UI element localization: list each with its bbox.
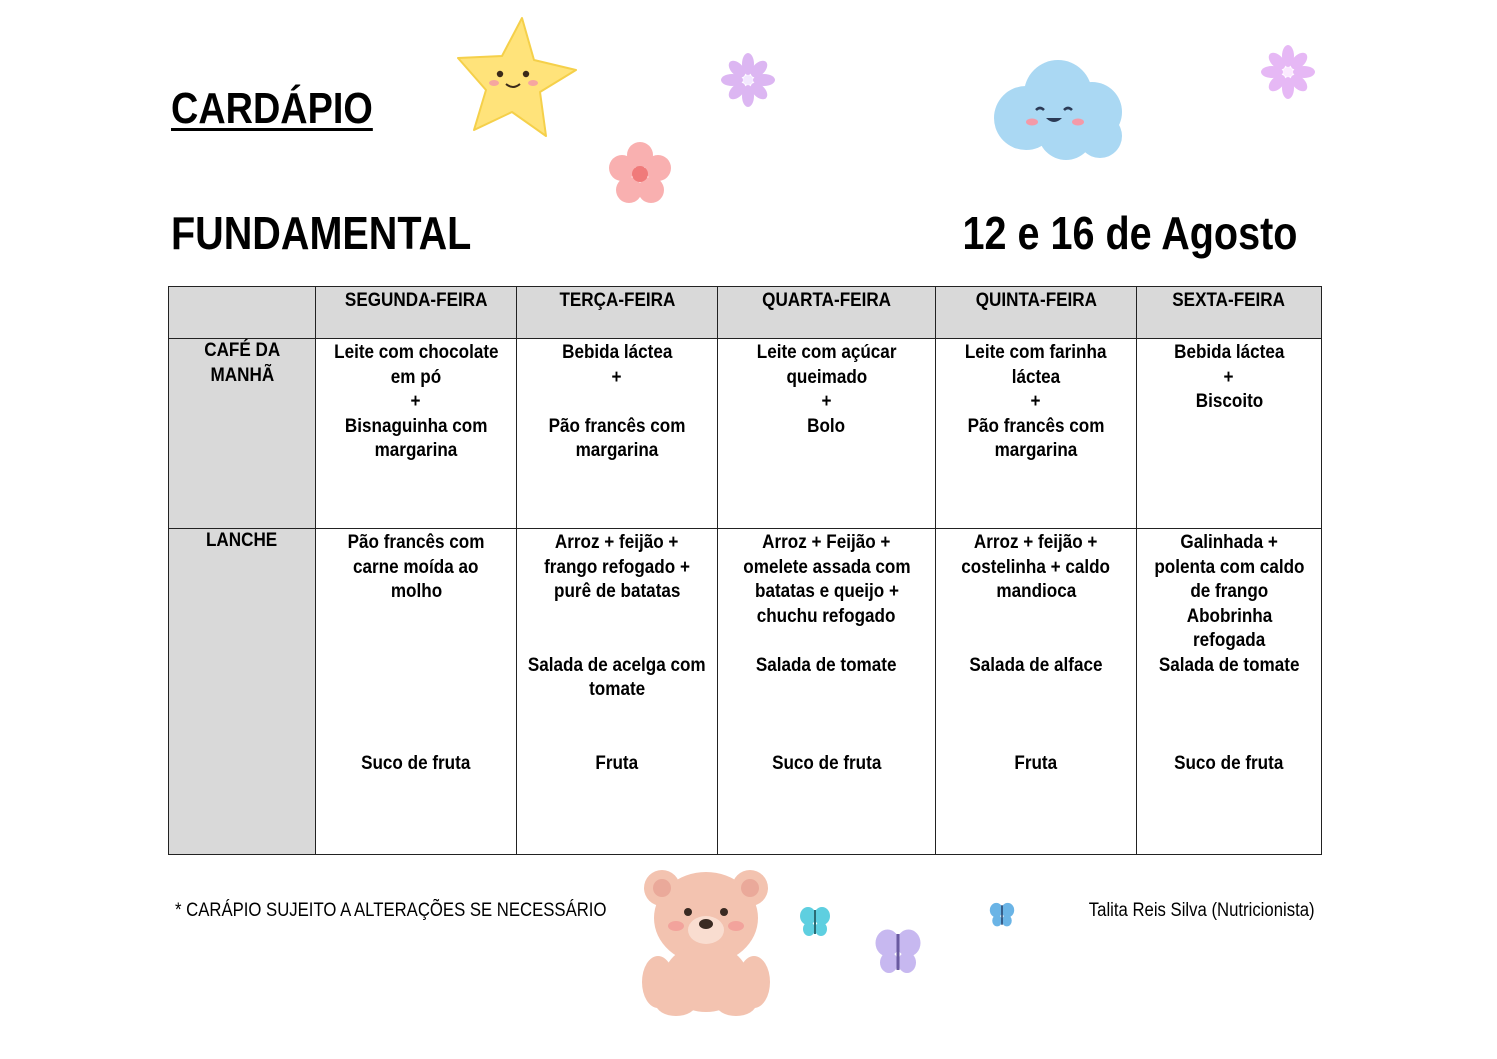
day-header-quinta: QUINTA-FEIRA bbox=[936, 287, 1137, 339]
date-range: 12 e 16 de Agosto bbox=[962, 207, 1297, 259]
menu-table bbox=[168, 286, 1322, 855]
flower-icon bbox=[1260, 44, 1316, 100]
butterfly-icon bbox=[988, 902, 1016, 928]
menu-cell: Arroz + feijão + costelinha + caldo mandioca Salada de alface Fruta bbox=[936, 529, 1137, 855]
disclaimer-note: * CARÁPIO SUJEITO A ALTERAÇÕES SE NECESSÁRIO bbox=[175, 900, 607, 921]
menu-cell: Galinhada + polenta com caldo de frango Abobrinha refogada Salada de tomate Suco de fruta bbox=[1137, 529, 1322, 855]
menu-cell: Bebida láctea + Biscoito bbox=[1137, 339, 1322, 529]
day-header-terca: TERÇA-FEIRA bbox=[517, 287, 718, 339]
table-row bbox=[169, 339, 1322, 529]
day-header-segunda: SEGUNDA-FEIRA bbox=[316, 287, 517, 339]
row-label-lanche: LANCHE bbox=[169, 529, 316, 855]
day-header-sexta: SEXTA-FEIRA bbox=[1137, 287, 1322, 339]
nutritionist-signature: Talita Reis Silva (Nutricionista) bbox=[1089, 900, 1315, 921]
page-title: CARDÁPIO bbox=[171, 84, 373, 133]
page-subtitle: FUNDAMENTAL bbox=[171, 207, 472, 259]
butterfly-icon bbox=[798, 906, 832, 938]
star-icon bbox=[452, 12, 582, 142]
flower-icon bbox=[606, 140, 674, 208]
menu-cell: Leite com açúcar queimado + Bolo bbox=[718, 339, 936, 529]
menu-cell: Pão francês com carne moída ao molho Suco de fruta bbox=[316, 529, 517, 855]
table-header-row bbox=[169, 287, 1322, 339]
menu-cell: Bebida láctea + Pão francês com margarina bbox=[517, 339, 718, 529]
table-corner-cell bbox=[169, 287, 316, 339]
butterfly-icon bbox=[870, 928, 926, 976]
menu-cell: Arroz + feijão + frango refogado + purê de batatas Salada de acelga com tomate Fruta bbox=[517, 529, 718, 855]
menu-cell: Leite com farinha láctea + Pão francês com margarina bbox=[936, 339, 1137, 529]
cloud-icon bbox=[988, 56, 1130, 164]
table-row bbox=[169, 529, 1322, 855]
menu-cell: Leite com chocolate em pó + Bisnaguinha com margarina bbox=[316, 339, 517, 529]
row-label-cafe: CAFÉ DA MANHÃ bbox=[169, 339, 316, 529]
teddy-bear-icon bbox=[640, 866, 774, 1016]
day-header-quarta: QUARTA-FEIRA bbox=[718, 287, 936, 339]
flower-icon bbox=[720, 52, 776, 108]
menu-cell: Arroz + Feijão + omelete assada com batatas e queijo + chuchu refogado Salada de tomate Suco de fruta bbox=[718, 529, 936, 855]
